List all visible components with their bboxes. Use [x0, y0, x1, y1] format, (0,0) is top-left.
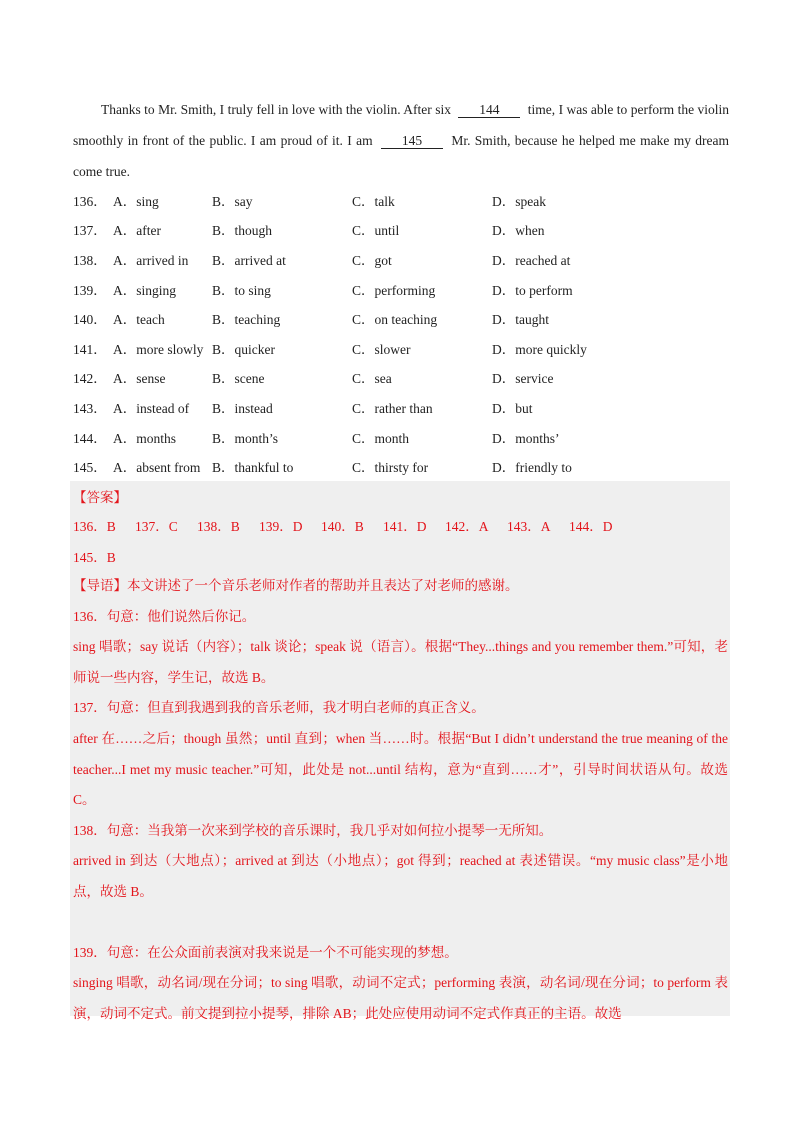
question-number: 145． [73, 460, 107, 476]
explanation-139-meaning: 139．句意：在公众面前表演对我来说是一个不可能实现的梦想。 [73, 944, 458, 960]
option-row-139 [73, 274, 733, 304]
option-a: A．months [113, 430, 177, 446]
question-number: 137． [73, 223, 107, 239]
question-number: 139． [73, 282, 107, 298]
explanation-136-meaning: 136．句意：他们说然后你记。 [73, 608, 256, 624]
explanation-136-detail: sing 唱歌；say 说话（内容）；talk 谈论；speak 说（语言）。根据“They...things and you remember them.”可知，老师说一些内容，学生记，故选 B。 [73, 639, 728, 685]
option-b: B．arrived at [212, 252, 286, 268]
option-row-142 [73, 363, 733, 393]
passage-text-2: time, I was able to perform the violin smoothly in front of the public. I am proud of it. I am [73, 102, 729, 148]
blank-145: 145 [381, 134, 443, 149]
option-row-140 [73, 303, 733, 333]
options-list [73, 185, 733, 481]
option-d: D．taught [492, 312, 549, 328]
option-row-136 [73, 185, 733, 215]
answer-145: 145．B [73, 550, 116, 565]
option-b: B．though [212, 223, 273, 239]
option-a: A．sense [113, 371, 166, 387]
answer-label: 【答案】 [73, 490, 127, 505]
option-a: A．singing [113, 282, 177, 298]
answer-144: 144．D [569, 519, 613, 534]
option-a: A．after [113, 223, 161, 239]
option-d: D．speak [492, 193, 546, 209]
option-b: B．say [212, 193, 253, 209]
question-number: 138． [73, 252, 107, 268]
option-b: B．teaching [212, 312, 281, 328]
answer-137: 137．C [135, 519, 178, 534]
option-row-145 [73, 451, 733, 481]
option-a: A．sing [113, 193, 159, 209]
option-c: C．sea [352, 371, 392, 387]
option-a: A．teach [113, 312, 165, 328]
option-row-137 [73, 215, 733, 245]
passage-text-1: Thanks to Mr. Smith, I truly fell in love with the violin. After six [101, 102, 451, 117]
question-number: 136． [73, 193, 107, 209]
explanation-138-meaning: 138．句意：当我第一次来到学校的音乐课时，我几乎对如何拉小提琴一无所知。 [73, 822, 553, 838]
option-d: D．more quickly [492, 341, 587, 357]
answer-138: 138．B [197, 519, 240, 534]
option-row-141 [73, 333, 733, 363]
option-c: C．month [352, 430, 410, 446]
option-d: D．months’ [492, 430, 560, 446]
explanation-137-detail: after 在……之后；though 虽然；until 直到；when 当……时。根据“But I didn’t understand the true meaning of the teacher...I met my music teacher.”可知，此处是 not...until 结构，意为“直到……才”，引导时间状语从句。故选 C。 [73, 730, 728, 808]
option-row-144 [73, 422, 733, 452]
answer-142: 142．A [445, 519, 489, 534]
explanation-138-detail: arrived in 到达（大地点）；arrived at 到达（小地点）；got 得到；reached at 表述错误。“my music class”是小地点，故选 B。 [73, 853, 728, 899]
answer-140: 140．B [321, 519, 364, 534]
spacer [73, 908, 728, 938]
passage-text-3: Mr. Smith, because he helped me make my dream come true. [73, 133, 730, 179]
option-a: A．absent from [113, 460, 201, 476]
option-c: C．slower [352, 341, 411, 357]
blank-144: 144 [458, 103, 520, 118]
answer-136: 136．B [73, 519, 116, 534]
answer-139: 139．D [259, 519, 303, 534]
option-c: C．performing [352, 282, 436, 298]
option-d: D．to perform [492, 282, 573, 298]
option-a: A．more slowly [113, 341, 204, 357]
option-a: A．instead of [113, 400, 190, 416]
option-c: C．until [352, 223, 400, 239]
option-c: C．talk [352, 193, 395, 209]
guide-text: 【导语】本文讲述了一个音乐老师对作者的帮助并且表达了对老师的感谢。 [73, 578, 519, 593]
answer-143: 143．A [507, 519, 551, 534]
option-b: B．thankful to [212, 460, 294, 476]
option-b: B．scene [212, 371, 265, 387]
question-number: 141． [73, 341, 107, 357]
question-number: 140． [73, 312, 107, 328]
question-number: 142． [73, 371, 107, 387]
question-number: 143． [73, 400, 107, 416]
explanation-139-detail: singing 唱歌，动名词/现在分词；to sing 唱歌，动词不定式；performing 表演，动名词/现在分词；to perform 表演，动词不定式。前文提到拉小提琴，排除 AB；此处应使用动词不定式作真正的主语。故选 [73, 975, 728, 1021]
option-d: D．friendly to [492, 460, 572, 476]
question-number: 144． [73, 430, 107, 446]
option-a: A．arrived in [113, 252, 189, 268]
answer-row [73, 511, 728, 542]
option-b: B．month’s [212, 430, 279, 446]
passage-paragraph [73, 94, 729, 187]
option-c: C．thirsty for [352, 460, 429, 476]
option-c: C．got [352, 252, 392, 268]
explanation-section [73, 571, 728, 1029]
option-c: C．rather than [352, 400, 433, 416]
option-d: D．when [492, 223, 545, 239]
answer-141: 141．D [383, 519, 427, 534]
option-d: D．but [492, 400, 533, 416]
option-row-143 [73, 392, 733, 422]
option-b: B．instead [212, 400, 273, 416]
explanation-137-meaning: 137．句意：但直到我遇到我的音乐老师，我才明白老师的真正含义。 [73, 700, 485, 716]
option-row-138 [73, 244, 733, 274]
option-d: D．reached at [492, 252, 571, 268]
option-c: C．on teaching [352, 312, 438, 328]
option-b: B．quicker [212, 341, 275, 357]
option-b: B．to sing [212, 282, 271, 298]
option-d: D．service [492, 371, 554, 387]
